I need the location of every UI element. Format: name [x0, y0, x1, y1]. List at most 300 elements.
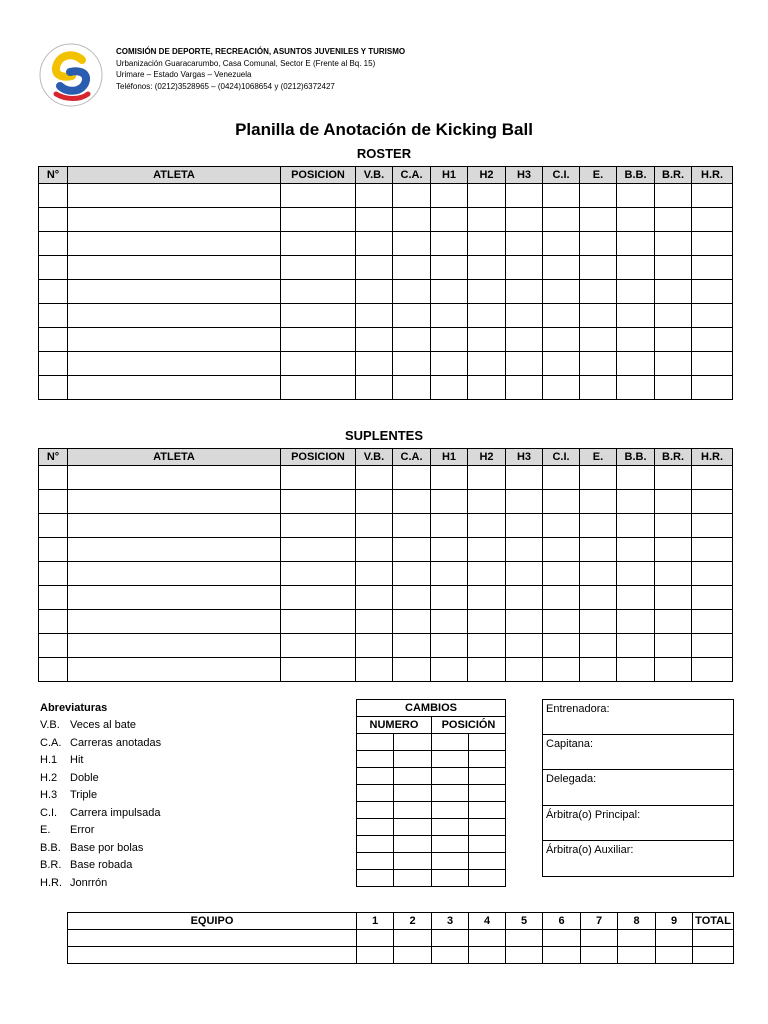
suplentes-entry-cell[interactable]: [543, 586, 580, 610]
suplentes-entry-cell[interactable]: [281, 634, 356, 658]
score-entry-cell[interactable]: [693, 947, 734, 964]
score-entry-cell[interactable]: [581, 930, 618, 947]
suplentes-entry-cell[interactable]: [393, 538, 431, 562]
roster-entry-cell[interactable]: [506, 328, 543, 352]
suplentes-entry-cell[interactable]: [468, 562, 506, 586]
suplentes-entry-cell[interactable]: [468, 490, 506, 514]
suplentes-entry-cell[interactable]: [468, 514, 506, 538]
cambios-entry-cell[interactable]: [394, 785, 432, 802]
cambios-entry-cell[interactable]: [469, 853, 506, 870]
roster-entry-cell[interactable]: [281, 328, 356, 352]
cambios-entry-cell[interactable]: [469, 785, 506, 802]
suplentes-entry-cell[interactable]: [356, 562, 393, 586]
cambios-entry-cell[interactable]: [469, 802, 506, 819]
cambios-entry-cell[interactable]: [357, 734, 394, 751]
suplentes-entry-cell[interactable]: [617, 490, 655, 514]
suplentes-entry-cell[interactable]: [506, 562, 543, 586]
roster-entry-cell[interactable]: [431, 352, 468, 376]
cambios-entry-cell[interactable]: [432, 836, 469, 853]
cambios-entry-cell[interactable]: [394, 870, 432, 887]
suplentes-entry-cell[interactable]: [506, 538, 543, 562]
roster-entry-cell[interactable]: [356, 184, 393, 208]
suplentes-entry-cell[interactable]: [393, 466, 431, 490]
suplentes-entry-cell[interactable]: [39, 490, 68, 514]
suplentes-entry-cell[interactable]: [468, 586, 506, 610]
roster-entry-cell[interactable]: [39, 376, 68, 400]
roster-entry-cell[interactable]: [68, 208, 281, 232]
suplentes-entry-cell[interactable]: [692, 490, 733, 514]
score-entry-cell[interactable]: [581, 947, 618, 964]
roster-entry-cell[interactable]: [393, 280, 431, 304]
score-entry-cell[interactable]: [543, 930, 581, 947]
roster-entry-cell[interactable]: [655, 328, 692, 352]
suplentes-entry-cell[interactable]: [281, 538, 356, 562]
suplentes-entry-cell[interactable]: [617, 514, 655, 538]
suplentes-entry-cell[interactable]: [39, 586, 68, 610]
roster-entry-cell[interactable]: [543, 280, 580, 304]
roster-entry-cell[interactable]: [543, 184, 580, 208]
score-entry-cell[interactable]: [357, 930, 394, 947]
suplentes-entry-cell[interactable]: [655, 538, 692, 562]
roster-entry-cell[interactable]: [692, 304, 733, 328]
roster-entry-cell[interactable]: [617, 352, 655, 376]
suplentes-entry-cell[interactable]: [281, 490, 356, 514]
suplentes-entry-cell[interactable]: [356, 586, 393, 610]
cambios-entry-cell[interactable]: [357, 836, 394, 853]
suplentes-entry-cell[interactable]: [431, 490, 468, 514]
cambios-entry-cell[interactable]: [469, 870, 506, 887]
suplentes-entry-cell[interactable]: [393, 610, 431, 634]
roster-entry-cell[interactable]: [692, 232, 733, 256]
suplentes-entry-cell[interactable]: [692, 634, 733, 658]
suplentes-entry-cell[interactable]: [655, 634, 692, 658]
suplentes-entry-cell[interactable]: [617, 634, 655, 658]
suplentes-entry-cell[interactable]: [580, 586, 617, 610]
cambios-entry-cell[interactable]: [432, 819, 469, 836]
roster-entry-cell[interactable]: [506, 184, 543, 208]
roster-entry-cell[interactable]: [431, 376, 468, 400]
roster-entry-cell[interactable]: [393, 376, 431, 400]
roster-entry-cell[interactable]: [580, 256, 617, 280]
roster-entry-cell[interactable]: [655, 376, 692, 400]
suplentes-entry-cell[interactable]: [356, 490, 393, 514]
roster-entry-cell[interactable]: [655, 256, 692, 280]
suplentes-entry-cell[interactable]: [543, 538, 580, 562]
suplentes-entry-cell[interactable]: [431, 634, 468, 658]
cambios-entry-cell[interactable]: [432, 853, 469, 870]
roster-entry-cell[interactable]: [39, 328, 68, 352]
score-entry-cell[interactable]: [618, 930, 656, 947]
suplentes-entry-cell[interactable]: [692, 562, 733, 586]
roster-entry-cell[interactable]: [580, 184, 617, 208]
suplentes-entry-cell[interactable]: [431, 562, 468, 586]
roster-entry-cell[interactable]: [393, 304, 431, 328]
suplentes-entry-cell[interactable]: [617, 610, 655, 634]
roster-entry-cell[interactable]: [431, 256, 468, 280]
roster-entry-cell[interactable]: [431, 328, 468, 352]
roster-entry-cell[interactable]: [393, 184, 431, 208]
suplentes-entry-cell[interactable]: [543, 490, 580, 514]
official-field[interactable]: Árbitra(o) Principal:: [543, 806, 733, 841]
suplentes-entry-cell[interactable]: [281, 658, 356, 682]
roster-entry-cell[interactable]: [580, 208, 617, 232]
suplentes-entry-cell[interactable]: [543, 634, 580, 658]
roster-entry-cell[interactable]: [393, 208, 431, 232]
official-field[interactable]: Capitana:: [543, 735, 733, 770]
roster-entry-cell[interactable]: [356, 352, 393, 376]
table-row: [39, 232, 733, 256]
roster-entry-cell[interactable]: [692, 328, 733, 352]
roster-entry-cell[interactable]: [468, 232, 506, 256]
score-entry-cell[interactable]: [432, 947, 469, 964]
suplentes-entry-cell[interactable]: [68, 466, 281, 490]
suplentes-entry-cell[interactable]: [356, 538, 393, 562]
suplentes-entry-cell[interactable]: [543, 466, 580, 490]
suplentes-entry-cell[interactable]: [281, 466, 356, 490]
roster-entry-cell[interactable]: [393, 256, 431, 280]
roster-entry-cell[interactable]: [543, 352, 580, 376]
suplentes-entry-cell[interactable]: [68, 610, 281, 634]
suplentes-entry-cell[interactable]: [393, 514, 431, 538]
suplentes-entry-cell[interactable]: [580, 610, 617, 634]
suplentes-entry-cell[interactable]: [281, 586, 356, 610]
cambios-entry-cell[interactable]: [469, 768, 506, 785]
roster-entry-cell[interactable]: [393, 328, 431, 352]
roster-entry-cell[interactable]: [543, 232, 580, 256]
cambios-entry-cell[interactable]: [432, 870, 469, 887]
roster-entry-cell[interactable]: [580, 328, 617, 352]
suplentes-entry-cell[interactable]: [68, 562, 281, 586]
suplentes-entry-cell[interactable]: [692, 466, 733, 490]
roster-entry-cell[interactable]: [393, 352, 431, 376]
score-entry-cell[interactable]: [469, 930, 506, 947]
roster-entry-cell[interactable]: [39, 304, 68, 328]
roster-entry-cell[interactable]: [655, 352, 692, 376]
suplentes-entry-cell[interactable]: [655, 658, 692, 682]
cambios-entry-cell[interactable]: [357, 802, 394, 819]
cambios-entry-cell[interactable]: [469, 819, 506, 836]
roster-entry-cell[interactable]: [68, 280, 281, 304]
roster-entry-cell[interactable]: [617, 280, 655, 304]
suplentes-entry-cell[interactable]: [468, 658, 506, 682]
suplentes-entry-cell[interactable]: [468, 538, 506, 562]
roster-entry-cell[interactable]: [692, 280, 733, 304]
cambios-entry-cell[interactable]: [432, 785, 469, 802]
roster-entry-cell[interactable]: [281, 352, 356, 376]
score-entry-cell[interactable]: [506, 930, 543, 947]
score-entry-cell[interactable]: [432, 930, 469, 947]
roster-entry-cell[interactable]: [356, 376, 393, 400]
roster-entry-cell[interactable]: [543, 256, 580, 280]
suplentes-entry-cell[interactable]: [543, 610, 580, 634]
suplentes-entry-cell[interactable]: [580, 514, 617, 538]
score-entry-cell[interactable]: [656, 947, 693, 964]
suplentes-entry-cell[interactable]: [356, 610, 393, 634]
suplentes-entry-cell[interactable]: [543, 658, 580, 682]
roster-entry-cell[interactable]: [506, 256, 543, 280]
roster-entry-cell[interactable]: [655, 184, 692, 208]
roster-entry-cell[interactable]: [468, 328, 506, 352]
roster-entry-cell[interactable]: [68, 304, 281, 328]
score-entry-cell[interactable]: [693, 930, 734, 947]
roster-entry-cell[interactable]: [356, 232, 393, 256]
roster-entry-cell[interactable]: [506, 280, 543, 304]
roster-entry-cell[interactable]: [468, 256, 506, 280]
suplentes-entry-cell[interactable]: [655, 562, 692, 586]
roster-entry-cell[interactable]: [543, 376, 580, 400]
suplentes-entry-cell[interactable]: [431, 586, 468, 610]
cambios-entry-cell[interactable]: [432, 734, 469, 751]
cambios-entry-cell[interactable]: [394, 751, 432, 768]
suplentes-entry-cell[interactable]: [68, 514, 281, 538]
roster-entry-cell[interactable]: [617, 256, 655, 280]
suplentes-entry-cell[interactable]: [692, 610, 733, 634]
suplentes-entry-cell[interactable]: [431, 610, 468, 634]
roster-entry-cell[interactable]: [506, 232, 543, 256]
roster-entry-cell[interactable]: [543, 328, 580, 352]
suplentes-entry-cell[interactable]: [39, 466, 68, 490]
cambios-entry-cell[interactable]: [357, 870, 394, 887]
cambios-entry-cell[interactable]: [357, 853, 394, 870]
suplentes-entry-cell[interactable]: [68, 490, 281, 514]
roster-entry-cell[interactable]: [580, 232, 617, 256]
cambios-entry-cell[interactable]: [394, 768, 432, 785]
suplentes-entry-cell[interactable]: [506, 466, 543, 490]
roster-entry-cell[interactable]: [39, 256, 68, 280]
roster-entry-cell[interactable]: [68, 376, 281, 400]
roster-entry-cell[interactable]: [39, 232, 68, 256]
roster-entry-cell[interactable]: [692, 256, 733, 280]
roster-entry-cell[interactable]: [281, 376, 356, 400]
roster-entry-cell[interactable]: [468, 376, 506, 400]
roster-entry-cell[interactable]: [655, 280, 692, 304]
roster-entry-cell[interactable]: [281, 304, 356, 328]
suplentes-entry-cell[interactable]: [356, 514, 393, 538]
organization-logo: [38, 42, 104, 108]
suplentes-entry-cell[interactable]: [617, 586, 655, 610]
cambios-entry-cell[interactable]: [394, 802, 432, 819]
roster-entry-cell[interactable]: [68, 232, 281, 256]
roster-entry-cell[interactable]: [655, 232, 692, 256]
score-entry-cell[interactable]: [469, 947, 506, 964]
cambios-entry-cell[interactable]: [357, 768, 394, 785]
roster-entry-cell[interactable]: [655, 208, 692, 232]
cambios-entry-cell[interactable]: [357, 785, 394, 802]
official-field[interactable]: Árbitra(o) Auxiliar:: [546, 843, 634, 856]
suplentes-entry-cell[interactable]: [543, 562, 580, 586]
suplentes-entry-cell[interactable]: [468, 466, 506, 490]
score-entry-cell[interactable]: [68, 930, 357, 947]
suplentes-entry-cell[interactable]: [617, 466, 655, 490]
score-entry-cell[interactable]: [394, 930, 432, 947]
suplentes-entry-cell[interactable]: [506, 490, 543, 514]
roster-entry-cell[interactable]: [431, 304, 468, 328]
roster-entry-cell[interactable]: [431, 208, 468, 232]
roster-entry-cell[interactable]: [580, 280, 617, 304]
suplentes-entry-cell[interactable]: [580, 490, 617, 514]
roster-entry-cell[interactable]: [543, 304, 580, 328]
roster-entry-cell[interactable]: [692, 352, 733, 376]
suplentes-entry-cell[interactable]: [39, 634, 68, 658]
roster-entry-cell[interactable]: [68, 256, 281, 280]
suplentes-entry-cell[interactable]: [431, 514, 468, 538]
suplentes-entry-cell[interactable]: [281, 514, 356, 538]
suplentes-entry-cell[interactable]: [68, 586, 281, 610]
roster-entry-cell[interactable]: [506, 208, 543, 232]
cambios-entry-cell[interactable]: [432, 751, 469, 768]
roster-entry-cell[interactable]: [39, 280, 68, 304]
suplentes-entry-cell[interactable]: [506, 586, 543, 610]
roster-entry-cell[interactable]: [356, 304, 393, 328]
roster-entry-cell[interactable]: [617, 328, 655, 352]
roster-entry-cell[interactable]: [39, 208, 68, 232]
roster-entry-cell[interactable]: [617, 208, 655, 232]
score-entry-cell[interactable]: [357, 947, 394, 964]
suplentes-entry-cell[interactable]: [506, 514, 543, 538]
suplentes-entry-cell[interactable]: [393, 562, 431, 586]
roster-entry-cell[interactable]: [281, 232, 356, 256]
roster-entry-cell[interactable]: [356, 328, 393, 352]
cambios-entry-cell[interactable]: [469, 734, 506, 751]
suplentes-entry-cell[interactable]: [39, 562, 68, 586]
suplentes-entry-cell[interactable]: [431, 466, 468, 490]
suplentes-entry-cell[interactable]: [356, 658, 393, 682]
score-entry-cell[interactable]: [656, 930, 693, 947]
roster-entry-cell[interactable]: [393, 232, 431, 256]
roster-entry-cell[interactable]: [617, 184, 655, 208]
roster-entry-cell[interactable]: [506, 376, 543, 400]
cambios-entry-cell[interactable]: [394, 734, 432, 751]
cambios-entry-cell[interactable]: [469, 836, 506, 853]
roster-entry-cell[interactable]: [692, 208, 733, 232]
suplentes-entry-cell[interactable]: [431, 538, 468, 562]
roster-entry-cell[interactable]: [281, 280, 356, 304]
roster-entry-cell[interactable]: [617, 376, 655, 400]
suplentes-entry-cell[interactable]: [617, 658, 655, 682]
suplentes-entry-cell[interactable]: [655, 586, 692, 610]
roster-entry-cell[interactable]: [468, 208, 506, 232]
suplentes-entry-cell[interactable]: [506, 610, 543, 634]
score-entry-cell[interactable]: [506, 947, 543, 964]
roster-entry-cell[interactable]: [68, 184, 281, 208]
suplentes-entry-cell[interactable]: [468, 634, 506, 658]
suplentes-entry-cell[interactable]: [393, 586, 431, 610]
suplentes-entry-cell[interactable]: [393, 634, 431, 658]
suplentes-entry-cell[interactable]: [543, 514, 580, 538]
cambios-entry-cell[interactable]: [394, 853, 432, 870]
roster-entry-cell[interactable]: [692, 184, 733, 208]
suplentes-entry-cell[interactable]: [580, 658, 617, 682]
suplentes-entry-cell[interactable]: [39, 658, 68, 682]
suplentes-entry-cell[interactable]: [580, 634, 617, 658]
roster-entry-cell[interactable]: [468, 280, 506, 304]
roster-entry-cell[interactable]: [356, 208, 393, 232]
suplentes-entry-cell[interactable]: [393, 490, 431, 514]
suplentes-entry-cell[interactable]: [39, 514, 68, 538]
cambios-entry-cell[interactable]: [432, 768, 469, 785]
suplentes-entry-cell[interactable]: [617, 538, 655, 562]
suplentes-entry-cell[interactable]: [617, 562, 655, 586]
suplentes-entry-cell[interactable]: [39, 610, 68, 634]
roster-entry-cell[interactable]: [39, 352, 68, 376]
roster-entry-cell[interactable]: [580, 376, 617, 400]
suplentes-entry-cell[interactable]: [580, 466, 617, 490]
roster-entry-cell[interactable]: [356, 280, 393, 304]
roster-entry-cell[interactable]: [468, 184, 506, 208]
roster-entry-cell[interactable]: [68, 328, 281, 352]
official-field[interactable]: Entrenadora:: [543, 700, 733, 735]
score-entry-cell[interactable]: [543, 947, 581, 964]
suplentes-entry-cell[interactable]: [655, 610, 692, 634]
cambios-entry-cell[interactable]: [394, 836, 432, 853]
cambios-entry-cell[interactable]: [394, 819, 432, 836]
suplentes-entry-cell[interactable]: [68, 538, 281, 562]
suplentes-entry-cell[interactable]: [506, 658, 543, 682]
suplentes-entry-cell[interactable]: [68, 658, 281, 682]
suplentes-entry-cell[interactable]: [692, 586, 733, 610]
roster-entry-cell[interactable]: [617, 232, 655, 256]
suplentes-entry-cell[interactable]: [468, 610, 506, 634]
roster-entry-cell[interactable]: [692, 376, 733, 400]
suplentes-entry-cell[interactable]: [356, 634, 393, 658]
suplentes-entry-cell[interactable]: [431, 658, 468, 682]
cambios-entry-cell[interactable]: [432, 802, 469, 819]
suplentes-entry-cell[interactable]: [655, 514, 692, 538]
suplentes-entry-cell[interactable]: [356, 466, 393, 490]
roster-entry-cell[interactable]: [506, 304, 543, 328]
score-entry-cell[interactable]: [618, 947, 656, 964]
roster-entry-cell[interactable]: [431, 232, 468, 256]
suplentes-entry-cell[interactable]: [68, 634, 281, 658]
official-field[interactable]: Delegada:: [543, 770, 733, 805]
cambios-entry-cell[interactable]: [469, 751, 506, 768]
roster-entry-cell[interactable]: [281, 256, 356, 280]
roster-entry-cell[interactable]: [468, 304, 506, 328]
roster-entry-cell[interactable]: [39, 184, 68, 208]
suplentes-entry-cell[interactable]: [692, 514, 733, 538]
roster-entry-cell[interactable]: [281, 208, 356, 232]
suplentes-entry-cell[interactable]: [580, 538, 617, 562]
cambios-entry-cell[interactable]: [357, 819, 394, 836]
roster-entry-cell[interactable]: [68, 352, 281, 376]
roster-entry-cell[interactable]: [580, 304, 617, 328]
roster-entry-cell[interactable]: [506, 352, 543, 376]
suplentes-col-header: H.R.: [692, 449, 733, 466]
roster-entry-cell[interactable]: [431, 280, 468, 304]
score-entry-cell[interactable]: [68, 947, 357, 964]
roster-entry-cell[interactable]: [468, 352, 506, 376]
roster-entry-cell[interactable]: [580, 352, 617, 376]
roster-entry-cell[interactable]: [543, 208, 580, 232]
suplentes-entry-cell[interactable]: [393, 658, 431, 682]
roster-entry-cell[interactable]: [281, 184, 356, 208]
roster-entry-cell[interactable]: [655, 304, 692, 328]
suplentes-entry-cell[interactable]: [281, 562, 356, 586]
roster-entry-cell[interactable]: [617, 304, 655, 328]
suplentes-entry-cell[interactable]: [692, 658, 733, 682]
suplentes-entry-cell[interactable]: [655, 490, 692, 514]
roster-entry-cell[interactable]: [356, 256, 393, 280]
cambios-entry-cell[interactable]: [357, 751, 394, 768]
suplentes-entry-cell[interactable]: [39, 538, 68, 562]
score-entry-cell[interactable]: [394, 947, 432, 964]
suplentes-entry-cell[interactable]: [580, 562, 617, 586]
suplentes-entry-cell[interactable]: [506, 634, 543, 658]
roster-entry-cell[interactable]: [431, 184, 468, 208]
suplentes-entry-cell[interactable]: [655, 466, 692, 490]
suplentes-entry-cell[interactable]: [692, 538, 733, 562]
suplentes-entry-cell[interactable]: [281, 610, 356, 634]
